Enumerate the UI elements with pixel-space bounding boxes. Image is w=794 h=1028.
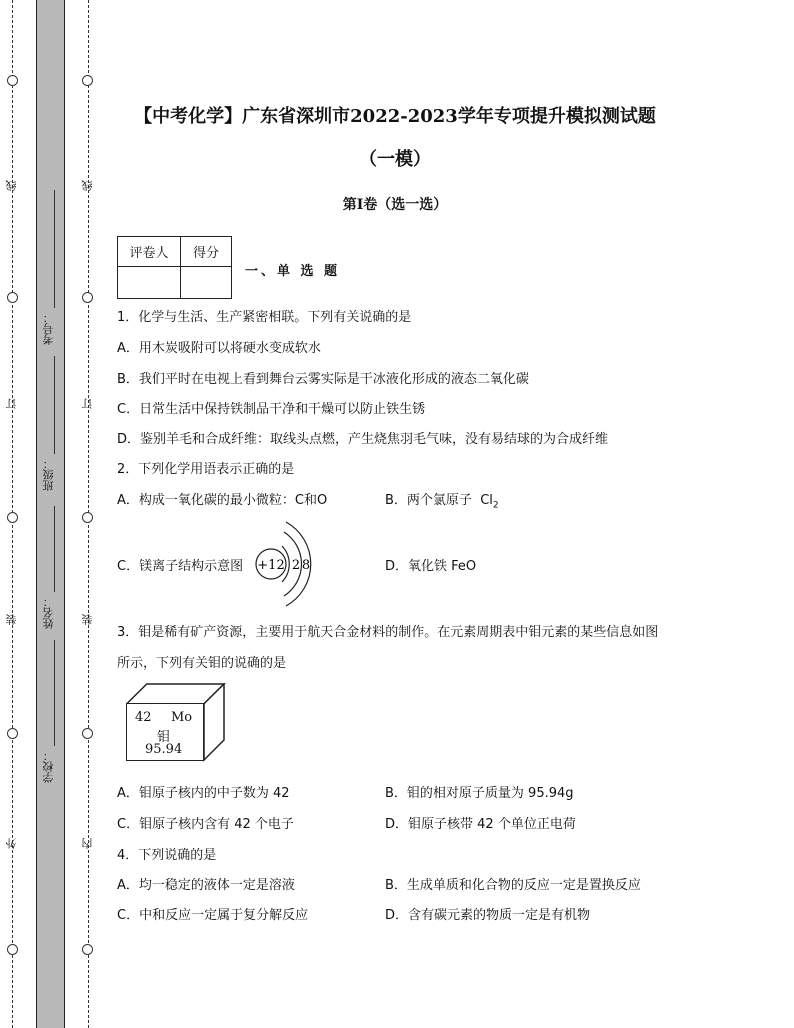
- punch-hole: [7, 292, 18, 303]
- q3-stem-line1: 3．钼是稀有矿产资源，主要用于航天合金材料的制作。在元素周期表中钼元素的某些信息如图: [117, 625, 659, 640]
- inner-mark-nei: 内: [81, 838, 94, 849]
- outer-mark-zhuang: 装: [5, 614, 18, 625]
- q4-option-c: C．中和反应一定属于复分解反应: [117, 908, 309, 923]
- atomic-mass: 95.94: [145, 742, 183, 757]
- q4-option-b: B．生成单质和化合物的反应一定是置换反应: [385, 878, 641, 893]
- q4-stem: 4．下列说确的是: [117, 848, 217, 863]
- field-school-line[interactable]: [54, 640, 55, 746]
- outer-mark-wai: 外: [5, 838, 18, 849]
- q4-option-d: D．含有碳元素的物质一定是有机物: [385, 908, 591, 923]
- q1-option-c: C．日常生活中保持铁制品干净和干燥可以防止铁生锈: [117, 402, 426, 417]
- inner-mark-zhuang: 装: [81, 614, 94, 625]
- punch-hole: [7, 728, 18, 739]
- field-name-label: 姓名：: [42, 596, 55, 629]
- q1-stem: 1．化学与生活、生产紧密相联。下列有关说确的是: [117, 310, 412, 325]
- q3-option-d: D．钼原子核带 42 个单位正电荷: [385, 817, 576, 832]
- page-title-subline: （一模）: [359, 149, 431, 170]
- q2-option-b: [385, 489, 499, 511]
- q1-option-d: D．鉴别羊毛和合成纤维：取线头点燃，产生烧焦羽毛气味，没有易结球的为合成纤维: [117, 432, 609, 447]
- field-class-label: 班级：: [42, 458, 55, 491]
- gutter-border-left: [36, 0, 37, 1028]
- q2-option-d: D．氧化铁 FeO: [385, 559, 477, 574]
- atomic-number: 42: [135, 710, 152, 725]
- q1-option-a: A．用木炭吸附可以将硬水变成软水: [117, 341, 321, 356]
- section-title: 一、单 选 题: [245, 264, 341, 279]
- shell2-electrons: 8: [301, 558, 311, 573]
- q2-option-b-subscript: 2: [492, 500, 499, 511]
- punch-hole: [7, 512, 18, 523]
- punch-hole: [82, 728, 93, 739]
- q4-option-a: A．均一稳定的液体一定是溶液: [117, 878, 295, 893]
- q3-option-b: B．钼的相对原子质量为 95.94g: [385, 786, 574, 801]
- q3-option-a: A．钼原子核内的中子数为 42: [117, 786, 290, 801]
- outer-mark-ding: 订: [5, 398, 18, 409]
- nucleus-charge: +12: [257, 558, 285, 573]
- punch-hole: [82, 292, 93, 303]
- q2-stem: 2．下列化学用语表示正确的是: [117, 462, 295, 477]
- q3-stem-line2: 所示，下列有关钼的说确的是: [117, 656, 287, 671]
- q2-option-b-text: B．两个氯原子: [385, 493, 472, 508]
- score-header: 得分: [181, 237, 232, 267]
- punch-hole: [7, 75, 18, 86]
- element-name: 钼: [157, 730, 171, 745]
- field-exam-number-line[interactable]: [54, 190, 55, 308]
- field-class-line[interactable]: [54, 356, 55, 454]
- outer-mark-xian: 线: [5, 180, 18, 191]
- shell1-electrons: 2: [291, 558, 301, 573]
- field-name-line[interactable]: [54, 506, 55, 592]
- gutter-border-right: [64, 0, 65, 1028]
- mg-ion-diagram: [252, 520, 322, 610]
- score-cell[interactable]: [181, 267, 232, 299]
- grader-header: 评卷人: [118, 237, 181, 267]
- binding-gutter: [36, 0, 64, 1028]
- element-symbol: Mo: [171, 710, 193, 725]
- grader-cell[interactable]: [118, 267, 181, 299]
- page-title: 【中考化学】广东省深圳市2022-2023学年专项提升模拟测试题: [134, 106, 656, 127]
- field-exam-number-label: 考号：: [42, 312, 55, 345]
- inner-mark-ding: 订: [81, 398, 94, 409]
- score-table: [117, 236, 232, 299]
- field-school-label: 学校：: [42, 750, 55, 783]
- inner-mark-xian: 线: [81, 180, 94, 191]
- volume-heading: 第I卷（选一选）: [342, 197, 448, 213]
- q1-option-b: B．我们平时在电视上看到舞台云雾实际是干冰液化形成的液态二氧化碳: [117, 372, 529, 387]
- q3-option-c: C．钼原子核内含有 42 个电子: [117, 817, 294, 832]
- q2-option-a: A．构成一氧化碳的最小微粒：C和O: [117, 493, 328, 508]
- q2-option-c: C．镁离子结构示意图: [117, 559, 244, 574]
- q2-option-b-formula: Cl: [480, 493, 493, 508]
- punch-hole: [7, 944, 18, 955]
- element-card-face: [126, 703, 204, 761]
- punch-hole: [82, 512, 93, 523]
- punch-hole: [82, 944, 93, 955]
- punch-hole: [82, 75, 93, 86]
